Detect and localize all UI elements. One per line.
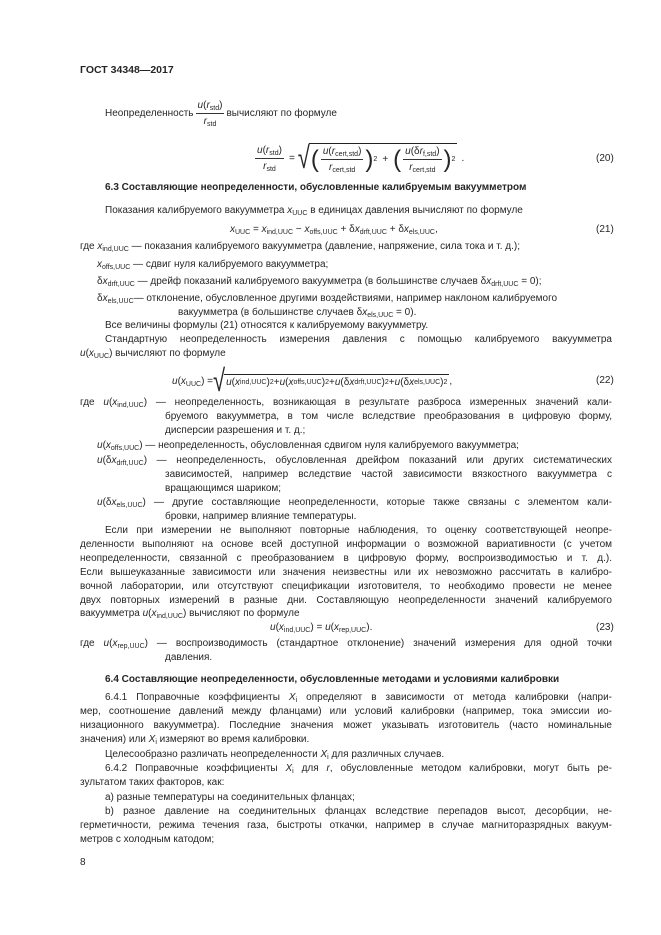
math-variable: u: [325, 622, 331, 633]
fraction: [403, 146, 441, 173]
subscript: std: [209, 104, 220, 112]
subscript: offs,UUC: [102, 264, 131, 271]
math-variable: x: [486, 276, 492, 287]
paragraph-line: вакуумметра $u(x_{ind,UUC})$ вычисляют по формуле: [80, 608, 300, 620]
numerator: $u(r_{std})$: [257, 144, 282, 157]
subscript: UUC: [235, 229, 251, 236]
subscript: rep,UUC: [117, 643, 145, 650]
numerator: $u(r_{cert,std})$: [322, 146, 362, 158]
text-line: $u(x_{UUC})$ вычисляют по формуле: [80, 348, 226, 360]
math-variable: x: [102, 276, 108, 287]
subscript: std: [207, 120, 217, 128]
math-variable: u: [97, 440, 103, 451]
plus-sign: +: [382, 154, 389, 165]
math-variable: u: [97, 497, 103, 508]
subscript: i: [295, 697, 298, 704]
math-variable: r: [331, 146, 336, 157]
paragraph-line: низационного вакуумметра). Последние значения может указывать изготовитель (часто номинальные: [80, 720, 612, 731]
definition-item: $x_{offs,UUC}$ — сдвиг нуля калибруемого вакуумметра;: [97, 259, 329, 271]
math-variable: x: [288, 377, 294, 388]
math-variable: x: [112, 397, 118, 408]
equation-number: (23): [596, 622, 614, 633]
math-variable: r: [203, 115, 207, 127]
definition-item: бруемого вакуумметра, в том числе вследствие преобразования в цифровую форму,: [165, 411, 612, 422]
subscript: ind,UUC: [102, 246, 129, 253]
math-variable: u: [322, 146, 329, 157]
equals-sign: =: [288, 152, 295, 164]
subscript: offs,UUC: [110, 445, 140, 452]
text-line: Все величины формулы (21) относятся к калибруемому вакуумметру.: [105, 320, 429, 331]
formula-21: $x_{UUC} = x_{ind,UUC} - x_{offs,UUC} + \delta x_{drft,UUC} + \delta x_{els,UUC}$,: [230, 224, 438, 236]
math-variable: x: [403, 224, 409, 235]
math-variable: u: [279, 377, 286, 388]
paren: (: [393, 145, 402, 173]
subscript: drft,UUC: [491, 281, 519, 288]
math-variable: u: [270, 622, 276, 633]
paragraph-line: Целесообразно различать неопределенности $X_i$ для различных случаев.: [105, 749, 445, 761]
paragraph-line: 6.4.2 Поправочные коэффициенты $X_i$ для r, обусловленные методом калибровки, могут быть ре-: [105, 763, 612, 775]
math-variable: u: [394, 377, 401, 388]
math-variable: u: [226, 377, 232, 388]
fraction: [321, 146, 364, 173]
math-variable: x: [334, 622, 339, 633]
intro-text: вычисляют по формуле: [226, 107, 337, 119]
math-variable: u: [334, 377, 341, 388]
subscript: els,UUC: [107, 298, 134, 305]
text-line: Стандартную неопределенность измерения давления с помощью калибруемого вакуумметра: [105, 334, 612, 345]
fraction: [255, 145, 284, 172]
paragraph-line: Если при измерении не выполняют повторные наблюдения, то оценку соответствующей неопре-: [105, 525, 612, 536]
math-variable: u: [80, 348, 86, 359]
math-variable: x: [235, 377, 241, 388]
list-item: b) разное давление на соединительных фланцах вследствие перепадов высот, десорбции, не-: [105, 806, 612, 817]
math-variable: X: [285, 763, 293, 774]
formula-lhs: $u(x_{UUC})$ =: [172, 375, 214, 388]
math-variable: u: [405, 146, 411, 157]
paragraph-line: значения) или $X_i$ измеряют во время калибровки.: [80, 734, 310, 746]
sqrt-icon: √: [297, 139, 310, 175]
math-variable: x: [112, 638, 118, 649]
math-variable: x: [111, 455, 117, 466]
subscript: cert,std: [412, 167, 436, 174]
subscript: ind,UUC: [283, 627, 311, 634]
math-variable: u: [97, 455, 103, 466]
math-variable: u: [172, 375, 178, 387]
definition-item: $u(x_{offs,UUC})$ — неопределенность, обусловленная сдвигом нуля калибруемого вакуумметра;: [97, 440, 519, 452]
math-variable: u: [142, 608, 149, 619]
denominator: [407, 160, 437, 173]
subscript: i: [292, 768, 294, 775]
subscript: std: [266, 165, 276, 173]
paragraph-line: Если вышеуказанные зависимости или значения неизвестны или их невозможно рассчитать в калибро-: [80, 567, 612, 578]
math-variable: x: [349, 377, 355, 388]
math-variable: x: [362, 307, 368, 318]
subscript: UUC: [292, 210, 308, 217]
text-line: Показания калибруемого вакуумметра $x_{UUC}$ в единицах давления вычисляют по формуле: [105, 205, 523, 217]
definition-item: где $u(x_{rep,UUC})$ — воспроизводимость (стандартное отклонение) значений измерения для одной точки: [80, 638, 612, 650]
math-variable: u: [103, 638, 110, 649]
paragraph-line: неопределенности, связанной с преобразованием в цифровую форму, воспроизводимостью и т. д.).: [80, 553, 612, 564]
sqrt-icon: √: [213, 362, 226, 398]
math-variable: r: [409, 162, 413, 173]
subscript: offs,UUC: [309, 229, 338, 236]
paragraph-line: деленности выполняют на основе всей доступной информации о возможной вариативности (с учетом: [80, 539, 612, 550]
subscript: UUC: [93, 353, 110, 360]
math-variable: x: [180, 375, 186, 387]
subscript: els,UUC: [408, 229, 435, 236]
definition-item: $u(\delta x_{els,UUC})$ — другие составляющие неопределенности, которые также связаны с элементом кали-: [97, 497, 612, 509]
definition-item: бровки, например влияние температуры.: [165, 511, 357, 522]
formula-20: [253, 134, 464, 182]
math-variable: x: [230, 224, 235, 235]
equation-number: (20): [596, 153, 614, 164]
punctuation: ,: [449, 375, 453, 387]
math-variable: r: [263, 160, 267, 172]
math-variable: x: [354, 224, 360, 235]
intro-line: [105, 96, 337, 130]
subscript: drft,UUC: [359, 229, 387, 236]
formula-23: $u(x_{ind,UUC}) = u(x_{rep,UUC})$.: [270, 622, 373, 634]
definition-item: зависимостей, например вследствие частой зависимости вязкостного вакуумметра с: [165, 469, 612, 480]
subscript: i: [155, 739, 157, 746]
page-number: 8: [80, 857, 86, 868]
definition-item: $\delta x_{els,UUC}—$ отклонение, обусловленное другими воздействиями, например наклоном калибруемого: [97, 293, 558, 305]
paragraph-line: двух повторных измерений в разные дни. Составляющую неопределенности значений калибруемого: [80, 595, 612, 606]
math-variable: x: [111, 497, 117, 508]
math-variable: x: [102, 293, 108, 304]
numerator: $u(r_{std})$: [197, 99, 223, 112]
subscript: UUC: [185, 380, 202, 388]
denominator: [202, 114, 219, 127]
paren: (: [310, 145, 319, 173]
math-variable: X: [320, 749, 328, 760]
subscript: ind,UUC: [117, 402, 144, 409]
math-variable: x: [278, 622, 284, 633]
definition-item: где $u(x_{ind,UUC})$ — неопределенность, возникающая в результате разброса измеренных значений кали-: [80, 397, 613, 409]
paragraph-line: 6.4.1 Поправочные коэффициенты $X_i$ определяют в зависимости от метода калибровки (напри-: [105, 692, 612, 704]
subscript: i: [327, 754, 329, 761]
math-variable: X: [148, 734, 156, 745]
subscript: f,std: [422, 151, 437, 158]
subscript: ind,UUC: [156, 613, 183, 620]
denominator: [261, 159, 278, 172]
definition-item: где $x_{ind,UUC}$ — показания калибруемого вакуумметра (давление, напряжение, сила тока и т. д.);: [80, 241, 520, 253]
fraction: [196, 100, 225, 127]
math-variable: u: [103, 397, 109, 408]
subscript: drft,UUC: [116, 460, 144, 467]
math-variable: x: [97, 241, 103, 252]
definition-item: $\delta x_{drft,UUC}$ — дрейф показаний калибруемого вакуумметра (в большинстве случаев $\delta x_{drft,UUC} = 0$);: [97, 276, 542, 288]
math-variable: r: [419, 146, 423, 157]
math-variable: r: [326, 763, 330, 774]
subscript: cert,std: [332, 167, 356, 174]
definition-item: вакуумметра (в большинстве случаев $\delta x_{els,UUC} = 0$).: [178, 307, 417, 319]
subscript: ind,UUC: [266, 229, 294, 236]
section-heading-6-4: 6.4 Составляющие неопределенности, обусловленные методами и условиями калибровки: [105, 674, 560, 685]
paren: ): [365, 145, 374, 173]
paragraph-line: зультатом таких факторов, как:: [80, 777, 225, 788]
paren: ): [443, 145, 452, 173]
math-variable: x: [105, 440, 111, 451]
subscript: cert,std: [335, 151, 359, 158]
math-variable: x: [97, 259, 102, 270]
subscript: drft,UUC: [107, 281, 135, 288]
math-variable: r: [206, 99, 210, 111]
list-item: а) разные температуры на соединительных фланцах;: [105, 792, 355, 803]
denominator: [327, 160, 357, 173]
list-item: метров с холодным катодом;: [80, 834, 215, 845]
math-variable: x: [88, 348, 94, 359]
definition-item: вращающимся шариком;: [165, 483, 282, 494]
subscript: els,UUC: [116, 502, 143, 509]
definition-item: $u(\delta x_{drft,UUC})$ — неопределенность, обусловленная дрейфом показаний или других систематических: [97, 455, 612, 467]
math-variable: X: [288, 692, 296, 703]
document-header: ГОСТ 34348—2017: [80, 64, 174, 76]
radicand: ( $\frac{u(r_{cert,std})}{r_{cert,std}}$ ) 2 + ( $\frac{u(\delta r_{f,std})}{r_{cert,std}}$ ) 2: [309, 143, 458, 173]
formula-22: [172, 362, 453, 398]
subscript: rep,UUC: [339, 627, 367, 634]
equation-number: (21): [596, 224, 614, 235]
math-variable: x: [304, 224, 310, 235]
definition-item: дисперсии разрешения и т. д.;: [165, 425, 306, 436]
equation-number: (22): [596, 375, 614, 386]
math-variable: r: [328, 162, 333, 173]
math-variable: x: [287, 205, 293, 216]
section-heading-6-3: 6.3 Составляющие неопределенности, обусловленные калибруемым вакуумметром: [105, 182, 527, 193]
punctuation: .: [461, 152, 465, 164]
definition-item: давления.: [165, 652, 213, 663]
paragraph-line: мер, соотношение давлений между фланцами) или условий калибровки (например, тока эмиссии ио-: [80, 706, 612, 717]
math-variable: u: [197, 99, 204, 111]
numerator: $u(\delta r_{f,std})$: [405, 146, 440, 158]
math-variable: u: [257, 144, 263, 156]
subscript: els,UUC: [367, 312, 394, 319]
math-variable: x: [261, 224, 267, 235]
radicand: u ( x ind,UUC ) 2 + u ( x offs,UUC ) 2 + u (δ x drft,UUC ) 2 + u (δ x els,UUC ) 2: [224, 374, 449, 388]
math-variable: x: [151, 608, 157, 619]
math-variable: r: [265, 144, 270, 156]
math-variable: x: [409, 377, 415, 388]
list-item: герметичности, режима течения газа, быстроты откачки, например в случае магниторазрядных вакуум-: [80, 820, 612, 831]
paragraph-line: вочной лаборатории, или отсутствуют спецификации изготовителя, то необходимо провести не менее: [80, 581, 612, 592]
subscript: std: [269, 149, 279, 157]
intro-text: Неопределенность: [105, 107, 194, 119]
